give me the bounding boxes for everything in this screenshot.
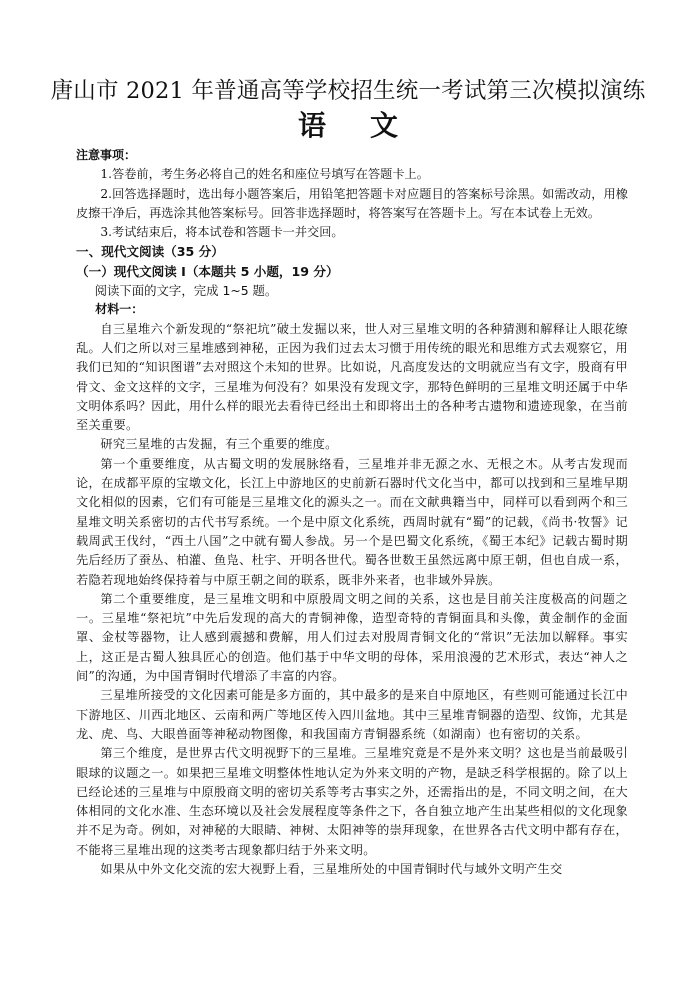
passage-paragraph: 第一个重要维度，从古蜀文明的发展脉络看，三星堆并非无源之水、无根之木。从考古发现而论，在成都平原的宝墩文化，长江上中游地区的史前新石器时代文化当中，都可以找到和三星堆早期文化相似的因素，它们有可能是三星堆文化的源头之一。而在文献典籍当中，同样可以看到两个和三星堆文明关系密切的古代书写系统。一个是中原文化系统，西周时就有“蜀”的记载，《尚书·牧誓》记载周武王伐纣，“西土八国”之中就有蜀人参战。另一个是巴蜀文化系统，《蜀王本纪》记载古蜀时期先后经历了蚕丛、柏灌、鱼凫、杜宇、开明各世代。蜀各世数王虽然远离中原王朝，但也自成一系，若隐若现地始终保持着与中原王朝之间的联系，既非外来者，也非域外异族。 (76, 456, 628, 587)
notice-item-3: 3.考试结束后，将本试卷和答题卡一并交回。 (100, 225, 344, 240)
passage-paragraph: 第三个维度，是世界古代文明视野下的三星堆。三星堆究竟是不是外来文明？这也是当前最吸引眼球的议题之一。如果把三星堆文明整体性地认定为外来文明的产物，是缺乏科学根据的。除了以上已经论述的三星堆与中原殷商文明的密切关系等考古事实之外，还需指出的是，不同文明之间，在大体相同的文化水准、生态环境以及社会发展程度等条件之下，各自独立地产生出某些相似的文化现象并不足为奇。例如，对神秘的大眼睛、神树、太阳神等的崇拜现象，在世界各古代文明中都有存在，不能将三星堆出现的这类考古现象都归结于外来文明。 (76, 746, 628, 857)
passage-paragraph: 自三星堆六个新发现的“祭祀坑”破土发掘以来，世人对三星堆文明的各种猜测和解释让人眼花缭乱。人们之所以对三星堆感到神秘，正因为我们过去太习惯于用传统的眼光和思维方式去观察它，用我们已知的“知识图谱”去对照这个未知的世界。比如说，凡高度发达的文明就应当有文字，殷商有甲骨文、金文这样的文字，三星堆为何没有？如果没有发现文字，那特色鲜明的三星堆文明还属于中华文明体系吗？因此，用什么样的眼光去看待已经出土和即将出土的各种考古遗物和遗迹现象，在当前至关重要。 (76, 321, 628, 433)
section-heading: 一、现代文阅读（35 分） (76, 244, 224, 260)
notice-heading: 注意事项： (76, 148, 137, 162)
reading-instruction: 阅读下面的文字，完成 1~5 题。 (94, 283, 278, 299)
passage-paragraph: 如果从中外文化交流的宏大视野上看，三星堆所处的中国青铜时代与域外文明产生交 (100, 861, 563, 876)
passage-paragraph: 第二个重要维度，是三星堆文明和中原殷周文明之间的关系，这也是目前关注度极高的问题之一。三星堆“祭祀坑”中先后发现的高大的青铜神像，造型奇特的青铜面具和头像，黄金制作的金面罩、金杖等器物，让人感到震撼和费解，用人们过去对殷周青铜文化的“常识”无法加以解释。事实上，这正是古蜀人独具匠心的创造。他们基于中华文明的母体，采用浪漫的艺术形式，表达“神人之间”的沟通，为中国青铜时代增添了丰富的内容。 (76, 591, 628, 684)
subject-title: 语文 (297, 109, 442, 142)
notice-item-2: 2.回答选择题时，选出每小题答案后，用铅笔把答题卡对应题目的答案标号涂黑。如需改动，用橡皮擦干净后，再选涂其他答案标号。回答非选择题时，将答案写在答题卡上。写在本试卷上无效。 (76, 186, 628, 220)
passage-paragraph: 研究三星堆的古发掘，有三个重要的维度。 (100, 437, 338, 452)
notice-item-1: 1.答卷前，考生务必将自己的姓名和座位号填写在答题卡上。 (100, 167, 429, 182)
exam-title: 唐山市 2021 年普通高等学校招生统一考试第三次模拟演练 (50, 78, 646, 104)
subsection-heading: （一）现代文阅读 I（本题共 5 小题，19 分） (76, 263, 339, 279)
passage-paragraph: 三星堆所接受的文化因素可能是多方面的，其中最多的是来自中原地区，有些则可能通过长江中下游地区、川西北地区、云南和两广等地区传入四川盆地。其中三星堆青铜器的造型、纹饰，尤其是龙、虎、鸟、大眼兽面等神秘动物图像，和我国南方青铜器系统（如湖南）也有密切的关系。 (76, 688, 628, 741)
exam-body (76, 146, 628, 879)
material-label: 材料一： (95, 302, 144, 317)
